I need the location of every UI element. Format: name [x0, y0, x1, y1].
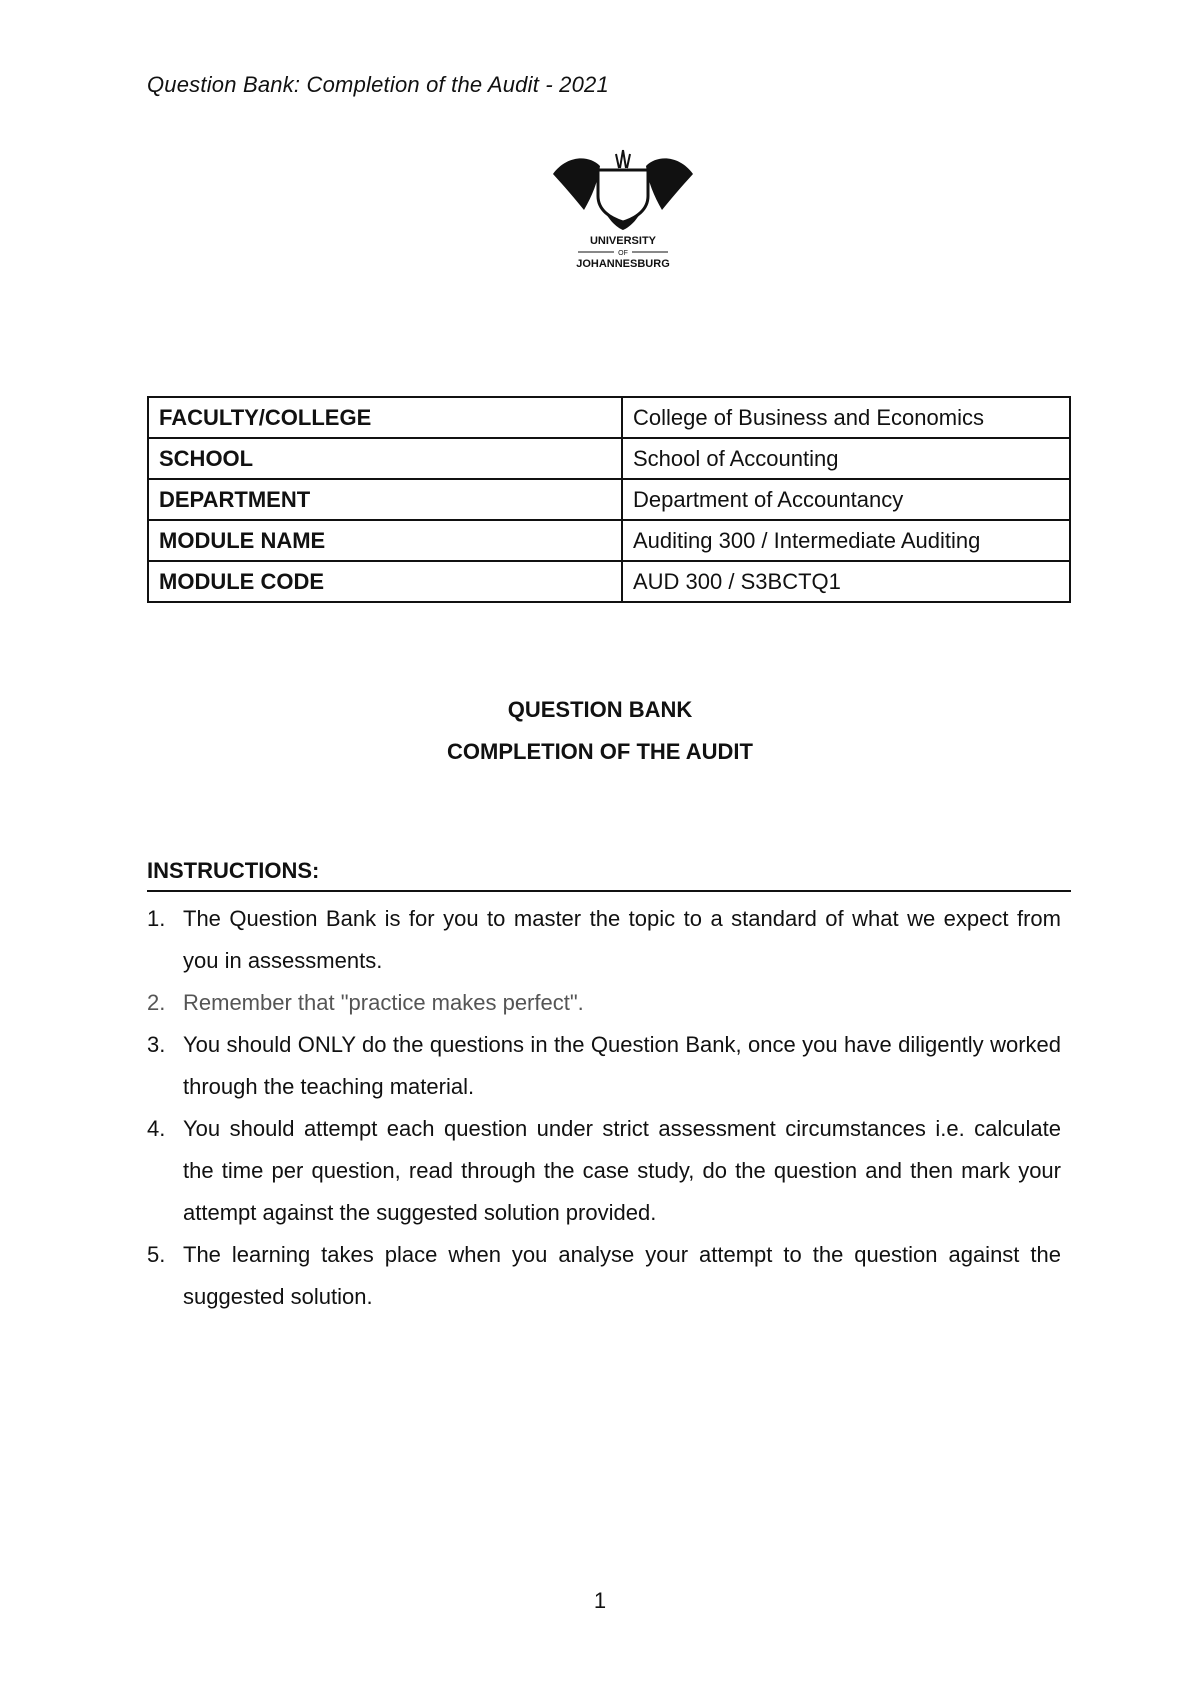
row-value: School of Accounting [622, 438, 1070, 479]
item-number: 2. [147, 990, 166, 1015]
logo-line2: OF [618, 250, 628, 257]
instructions-list [147, 898, 1061, 1318]
list-item [147, 1234, 1061, 1318]
item-text: You should attempt each question under strict assessment circumstances i.e. calculate the time per question, read through the case study, do the question and then mark your attempt against the suggested solution provided. [183, 1116, 1061, 1225]
university-crest-icon [548, 148, 698, 278]
item-text: The learning takes place when you analyse your attempt to the question against the suggested solution. [183, 1242, 1061, 1309]
doc-title: QUESTION BANK [507, 697, 693, 722]
module-info-table [147, 396, 1071, 603]
list-item [147, 898, 1061, 982]
table-row [148, 438, 1070, 479]
row-label: FACULTY/COLLEGE [148, 397, 622, 438]
list-item [147, 1108, 1061, 1234]
item-number: 1. [147, 906, 166, 931]
item-number: 4. [147, 1116, 166, 1141]
row-label: MODULE CODE [148, 561, 622, 602]
university-logo [548, 148, 698, 278]
table-row [148, 561, 1070, 602]
logo-line3: JOHANNESBURG [576, 258, 670, 270]
table-row [148, 397, 1070, 438]
doc-subtitle: COMPLETION OF THE AUDIT [447, 739, 753, 764]
item-text: The Question Bank is for you to master the topic to a standard of what we expect from you in assessments. [183, 906, 1061, 973]
row-label: MODULE NAME [148, 520, 622, 561]
row-label: DEPARTMENT [148, 479, 622, 520]
row-label: SCHOOL [148, 438, 622, 479]
list-item [147, 1024, 1061, 1108]
row-value: Department of Accountancy [622, 479, 1070, 520]
table-row [148, 520, 1070, 561]
running-header: Question Bank: Completion of the Audit - 2021 [147, 72, 609, 97]
list-item [147, 982, 1061, 1024]
instructions-heading: INSTRUCTIONS: [147, 858, 1071, 892]
item-text: You should ONLY do the questions in the Question Bank, once you have diligently worked through the teaching material. [183, 1032, 1061, 1099]
logo-line1: UNIVERSITY [589, 235, 657, 247]
item-number: 3. [147, 1032, 166, 1057]
row-value: Auditing 300 / Intermediate Auditing [622, 520, 1070, 561]
page-number: 1 [593, 1588, 607, 1613]
row-value: AUD 300 / S3BCTQ1 [622, 561, 1070, 602]
row-value: College of Business and Economics [622, 397, 1070, 438]
item-number: 5. [147, 1242, 166, 1267]
table-row [148, 479, 1070, 520]
item-text: Remember that "practice makes perfect". [183, 990, 584, 1015]
